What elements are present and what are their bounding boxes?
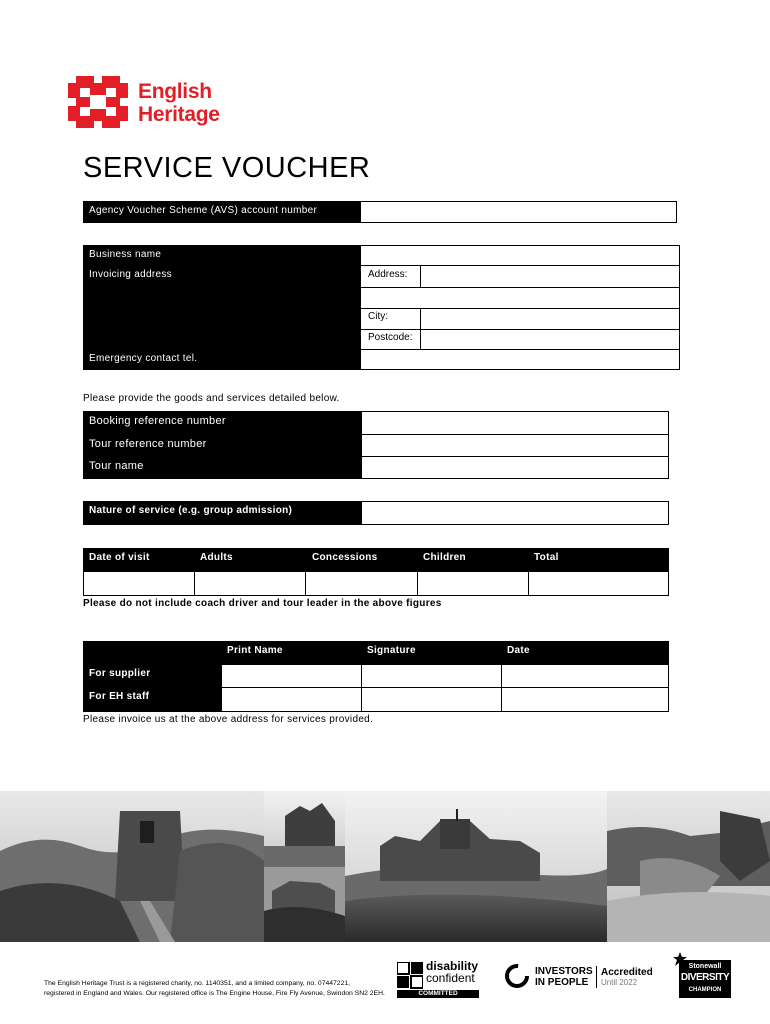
postcode-label: Postcode:: [368, 332, 413, 343]
investors-in-people-ring-icon: [504, 963, 530, 989]
logo-wordmark: [138, 80, 220, 126]
disability-word: disability: [426, 959, 479, 973]
sign-table-note: Please invoice us at the above address for services provided.: [83, 714, 374, 725]
total-input[interactable]: [528, 571, 669, 596]
invoicing-address-label: Invoicing address: [83, 265, 361, 350]
until-2022-word: Until 2022: [601, 978, 638, 987]
header-children: Children: [417, 548, 529, 572]
header-adults: Adults: [194, 548, 306, 572]
tour-reference-input[interactable]: [361, 434, 669, 457]
adults-input[interactable]: [194, 571, 306, 596]
date-of-visit-input[interactable]: [83, 571, 195, 596]
footer-legal-text: [44, 979, 385, 999]
logo-line-2: Heritage: [138, 103, 220, 126]
page-title: SERVICE VOUCHER: [83, 152, 371, 184]
business-name-input[interactable]: [360, 245, 680, 266]
in-people-word: IN PEOPLE: [535, 977, 589, 988]
children-input[interactable]: [417, 571, 529, 596]
eh-staff-print-name-input[interactable]: [221, 687, 362, 712]
header-print-name: Print Name: [221, 641, 362, 665]
champion-word: CHAMPION: [688, 987, 722, 993]
investors-word: INVESTORS: [535, 966, 593, 977]
address-line-2-input[interactable]: [360, 287, 680, 309]
footer-line-2: registered in England and Wales. Our registered office is The Engine House, Fire Fly Avenue, Swindon SN2 2EH.: [44, 990, 385, 997]
visit-table-note: Please do not include coach driver and tour leader in the above figures: [83, 598, 442, 609]
investors-in-people-badge: [504, 963, 654, 991]
supplier-print-name-input[interactable]: [221, 664, 362, 688]
committed-bar: COMMITTED: [397, 990, 479, 998]
eh-staff-signature-input[interactable]: [361, 687, 502, 712]
booking-reference-input[interactable]: [361, 411, 669, 435]
city-input[interactable]: [420, 308, 680, 330]
nature-of-service-label: Nature of service (e.g. group admission): [83, 501, 362, 525]
nature-of-service-input[interactable]: [361, 501, 669, 525]
header-date-of-visit: Date of visit: [83, 548, 195, 572]
supplier-date-input[interactable]: [501, 664, 669, 688]
row-for-eh-staff-label: For EH staff: [83, 687, 222, 712]
address-input[interactable]: [420, 265, 680, 288]
diversity-word: DIVERSITY: [680, 972, 730, 983]
disability-confident-badge: [397, 960, 481, 998]
eh-staff-date-input[interactable]: [501, 687, 669, 712]
logo-line-1: English: [138, 80, 212, 103]
footer-line-1: The English Heritage Trust is a registered charity, no. 1140351, and a limited company, no. 07447221,: [44, 980, 351, 987]
header-concessions: Concessions: [306, 548, 418, 572]
heritage-sites-photo-strip: [0, 791, 770, 942]
header-signature: Signature: [361, 641, 502, 665]
postcode-input[interactable]: [420, 329, 680, 350]
row-for-supplier-label: For supplier: [83, 664, 222, 688]
address-label: Address:: [368, 269, 408, 280]
disability-confident-mark-icon: [397, 962, 423, 990]
avs-label: Agency Voucher Scheme (AVS) account number: [83, 201, 361, 223]
stonewall-diversity-badge: [673, 952, 735, 1000]
stonewall-word: Stonewall: [688, 963, 722, 970]
accredited-word: Accredited: [601, 967, 653, 978]
tour-name-label: Tour name: [83, 456, 362, 479]
instruction-text: Please provide the goods and services detailed below.: [83, 393, 340, 404]
header-total: Total: [528, 548, 669, 572]
city-label: City:: [368, 311, 388, 322]
emergency-contact-input[interactable]: [360, 349, 680, 370]
english-heritage-logo-icon: [68, 76, 128, 128]
avs-input[interactable]: [360, 201, 677, 223]
concessions-input[interactable]: [305, 571, 418, 596]
tour-name-input[interactable]: [361, 456, 669, 479]
header-date: Date: [501, 641, 669, 665]
booking-reference-label: Booking reference number: [83, 411, 362, 435]
confident-word: confident: [426, 971, 475, 985]
business-name-label: Business name: [83, 245, 361, 266]
sign-table-corner: [83, 641, 222, 665]
emergency-contact-label: Emergency contact tel.: [83, 349, 361, 370]
iip-divider: [596, 966, 597, 988]
supplier-signature-input[interactable]: [361, 664, 502, 688]
tour-reference-label: Tour reference number: [83, 434, 362, 457]
